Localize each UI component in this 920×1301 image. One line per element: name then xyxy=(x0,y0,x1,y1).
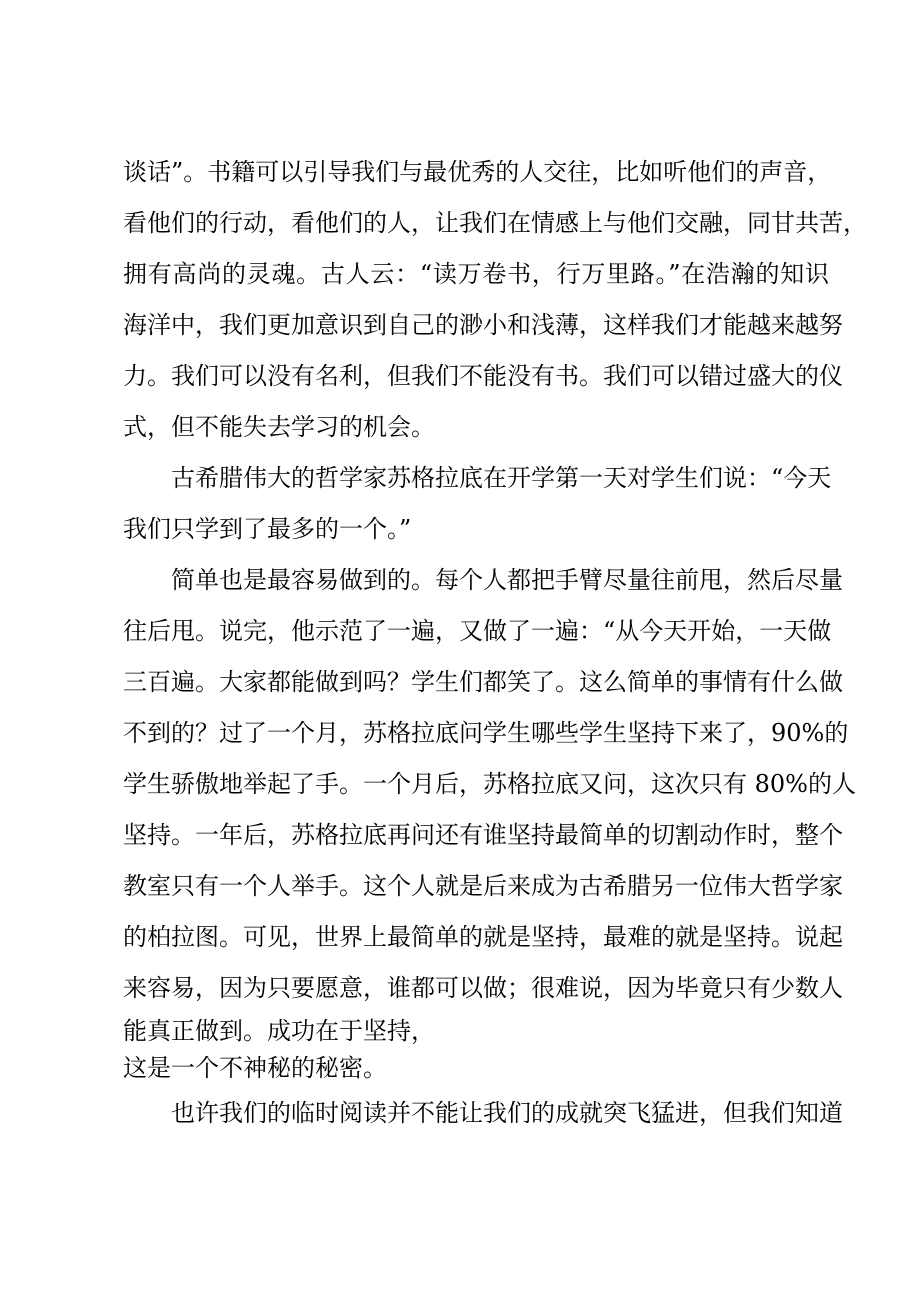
text-line: 式，但不能失去学习的机会。 xyxy=(123,413,435,441)
text-line: 海洋中，我们更加意识到自己的渺小和浅薄，这样我们才能越来越努 xyxy=(123,311,843,339)
text-line: 能真正做到。成功在于坚持， xyxy=(123,1017,435,1045)
paragraph-books xyxy=(123,147,867,453)
text-line: 看他们的行动，看他们的人，让我们在情感上与他们交融，同甘共苦， xyxy=(123,209,867,237)
text-line: 往后甩。说完，他示范了一遍，又做了一遍：“从今天开始，一天做 xyxy=(123,617,832,645)
text-line: 学生骄傲地举起了手。一个月后，苏格拉底又问，这次只有 80%的人 xyxy=(123,770,856,798)
text-line: 谈话”。书籍可以引导我们与最优秀的人交往，比如听他们的声音， xyxy=(123,158,832,186)
text-line: 拥有高尚的灵魂。古人云：“读万卷书，行万里路。”在浩瀚的知识 xyxy=(123,260,829,288)
text-line: 力。我们可以没有名利，但我们不能没有书。我们可以错过盛大的仪 xyxy=(123,362,843,390)
text-line: 也许我们的临时阅读并不能让我们的成就突飞猛进，但我们知道 xyxy=(171,1099,843,1127)
text-line: 三百遍。大家都能做到吗？学生们都笑了。这么简单的事情有什么做 xyxy=(123,668,843,696)
text-line: 简单也是最容易做到的。每个人都把手臂尽量往前甩，然后尽量 xyxy=(171,566,843,594)
paragraph-persistence xyxy=(123,555,856,1088)
text-line: 坚持。一年后，苏格拉底再问还有谁坚持最简单的切割动作时，整个 xyxy=(123,821,843,849)
text-line: 古希腊伟大的哲学家苏格拉底在开学第一天对学生们说：“今天 xyxy=(171,464,832,492)
paragraph-socrates-intro xyxy=(123,453,832,555)
text-line: 来容易，因为只要愿意，谁都可以做；很难说，因为毕竟只有少数人 xyxy=(123,974,843,1002)
text-line: 教室只有一个人举手。这个人就是后来成为古希腊另一位伟大哲学家 xyxy=(123,872,843,900)
text-line: 我们只学到了最多的一个。” xyxy=(123,515,412,543)
text-line: 的柏拉图。可见，世界上最简单的就是坚持，最难的就是坚持。说起 xyxy=(123,923,843,951)
text-line: 不到的？过了一个月，苏格拉底问学生哪些学生坚持下来了，90%的 xyxy=(123,719,849,747)
paragraph-reading xyxy=(123,1088,843,1139)
text-line: 这是一个不神秘的秘密。 xyxy=(123,1054,387,1082)
document-body xyxy=(123,147,867,1139)
